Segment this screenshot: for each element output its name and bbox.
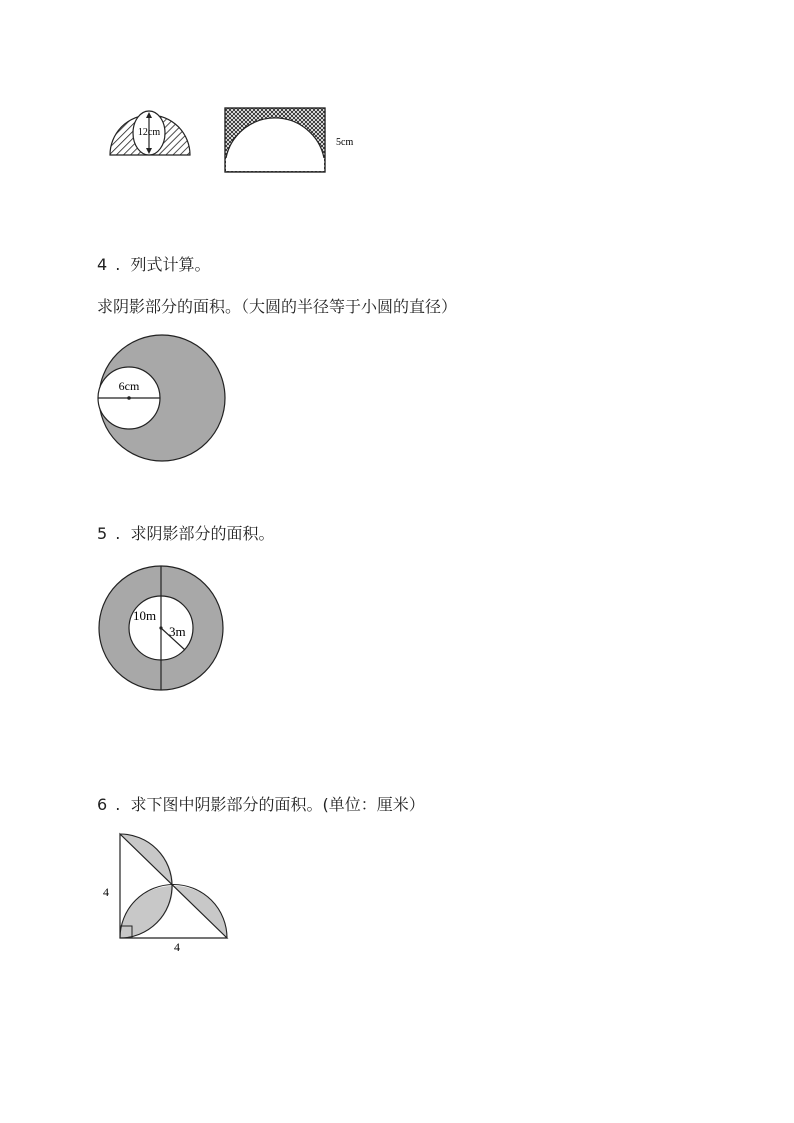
q5-title: 求阴影部分的面积。 [130, 524, 275, 543]
figure-q5-ring [95, 562, 227, 694]
label-6cm: 6cm [118, 379, 140, 393]
q5-number: 5 [97, 524, 108, 543]
q6-number: 6 [97, 795, 108, 814]
figure-q3-pair [100, 100, 370, 180]
q4-prompt: 求阴影部分的面积。（大圆的半径等于小圆的直径） [97, 297, 458, 316]
q5-dot: . [115, 524, 121, 543]
figure-q4-circles [95, 332, 230, 467]
q4-number: 4 [97, 255, 108, 274]
label-10m: 10m [133, 608, 157, 623]
q4-dot: . [115, 255, 121, 274]
label-5cm: 5cm [336, 137, 354, 148]
label-bottom-4: 4 [174, 940, 180, 954]
q6-heading [97, 795, 425, 815]
q4-title: 列式计算。 [130, 255, 211, 274]
q6-title: 求下图中阴影部分的面积。(单位：厘米） [130, 795, 425, 814]
label-left-4: 4 [103, 885, 109, 899]
rectangle-semicircle-figure [225, 108, 325, 172]
q4-heading [97, 255, 210, 275]
label-12cm: 12cm [137, 127, 161, 138]
q5-heading [97, 524, 274, 544]
label-3m: 3m [169, 624, 186, 639]
figure-q6-triangle [100, 828, 235, 953]
q6-dot: . [115, 795, 121, 814]
